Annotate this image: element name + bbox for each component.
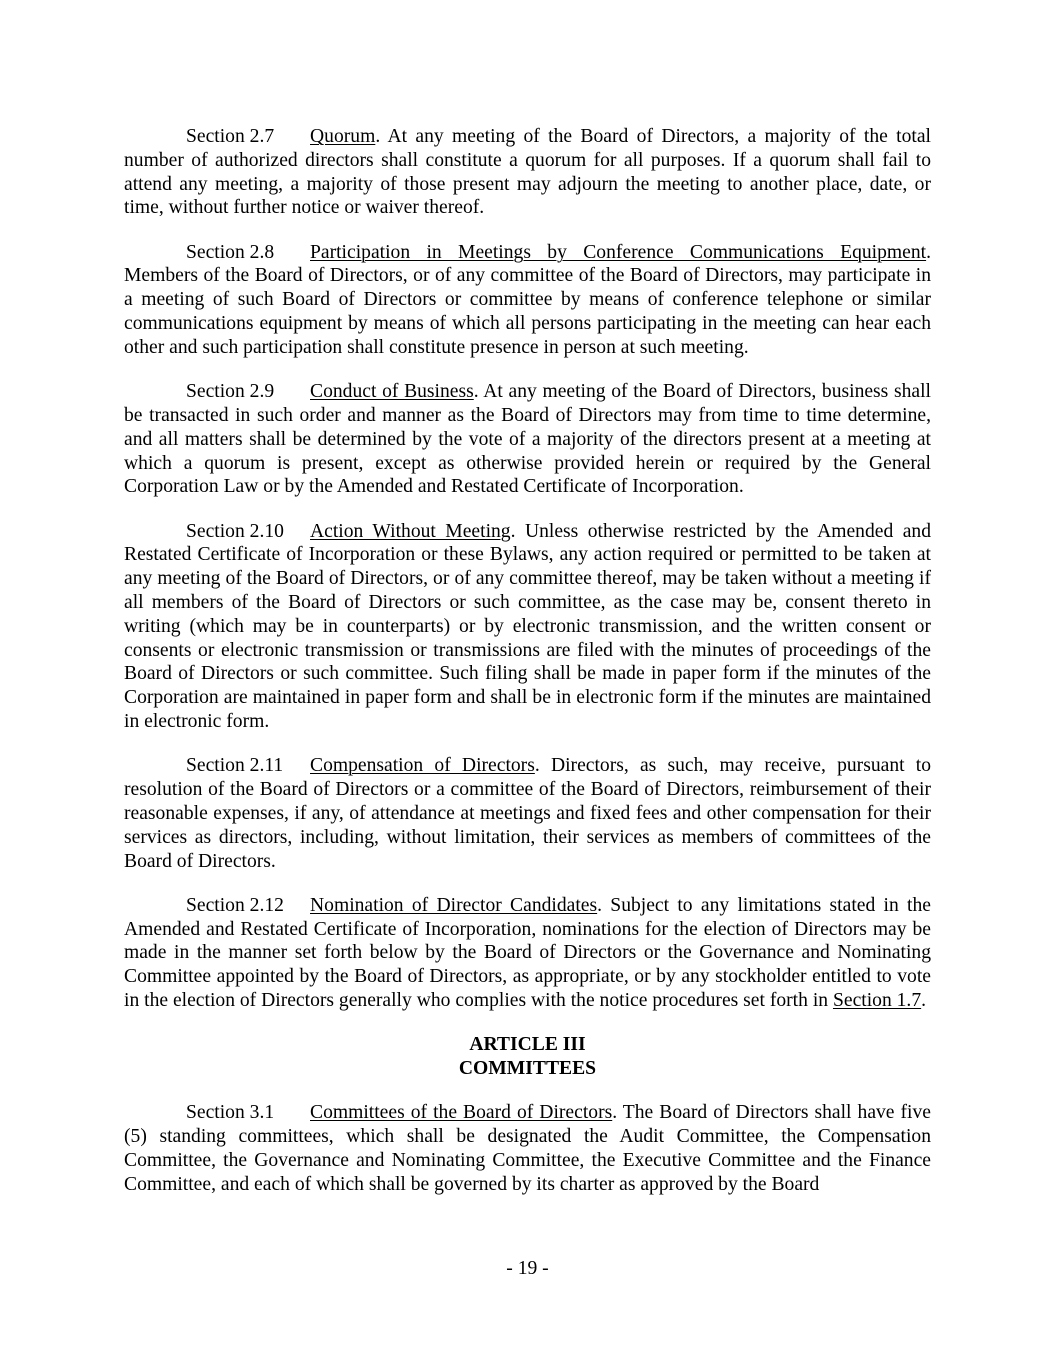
section-title: Quorum (310, 126, 376, 147)
section-number: Section 2.7 (186, 126, 275, 147)
section-body-end: . (921, 990, 927, 1011)
section-body: . Directors, as such, may receive, pursuant to resolution of the Board of Directors or a committee of the Board of Directors, reimbursement of their reasonable expenses, if any, of attendance at meetings and fixed fees and other compensation for their services as directors, including, without limitation, their services as members of committees of the Board of Directors. (124, 755, 931, 872)
section-body: . At any meeting of the Board of Directors, business shall be transacted in such order and manner as the Board of Directors may from time to time determine, and all matters shall be determined by the vote of a majority of the directors present at a meeting at which a quorum is present, except as otherwise provided herein or required by the General Corporation Law or by the Amended and Restated Certificate of Incorporation. (124, 381, 931, 498)
section-2-7 (124, 125, 931, 220)
section-body: . Subject to any limitations stated in the Amended and Restated Certificate of Incorporation, nominations for the election of Directors may be made in the manner set forth below by the Board of Directors or the Governance and Nominating Committee appointed by the Board of Directors, as appropriate, or by any stockholder entitled to vote in the election of Directors generally who complies with the notice procedures set forth in (124, 894, 931, 1011)
section-title: Action Without Meeting (310, 520, 511, 542)
section-body: . Members of the Board of Directors, or of any committee of the Board of Directors, may participate in a meeting of such Board of Directors or committee by means of conference telephone or similar communications equipment by means of which all persons participating in the meeting can hear each other and such participation shall constitute presence in person at such meeting. (124, 241, 931, 358)
section-2-10 (124, 520, 931, 734)
section-title: Nomination of Director Candidates (310, 894, 598, 916)
article-number: ARTICLE III (469, 1034, 586, 1056)
document-page (124, 125, 931, 1217)
page-number: - 19 - (506, 1258, 549, 1279)
section-number: Section 2.11 (186, 755, 284, 777)
section-number: Section 2.8 (186, 241, 275, 263)
section-number: Section 2.12 (186, 894, 284, 916)
section-2-11 (124, 754, 931, 873)
section-body: . Unless otherwise restricted by the Amended and Restated Certificate of Incorporation or these Bylaws, any action required or permitted to be taken at any meeting of the Board of Directors, or of any committee thereof, may be taken without a meeting if all members of the Board of Directors or such committee, as the case may be, consent thereto in writing (which may be in counterparts) or by electronic transmission, and the written consent or consents or electronic transmission or transmissions are filed with the minutes of proceedings of the Board of Directors or such committee. Such filing shall be made in paper form if the minutes of the Corporation are maintained in paper form and shall be in electronic form if the minutes are maintained in electronic form. (124, 520, 931, 733)
section-2-12 (124, 894, 931, 1013)
section-title: Conduct of Business (310, 381, 474, 403)
section-reference-link: Section 1.7 (832, 990, 922, 1011)
section-title: Participation in Meetings by Conference Communications Equipment (310, 241, 927, 263)
section-2-8 (124, 241, 931, 360)
section-number: Section 2.9 (186, 381, 275, 403)
section-title: Committees of the Board of Directors (310, 1102, 613, 1124)
section-2-9 (124, 380, 931, 499)
article-title: COMMITTEES (458, 1058, 597, 1080)
section-title: Compensation of Directors (310, 755, 535, 777)
section-3-1 (124, 1101, 931, 1196)
section-number: Section 2.10 (186, 520, 284, 542)
article-heading (124, 1033, 931, 1081)
section-body: . At any meeting of the Board of Directors, a majority of the total number of authorized directors shall constitute a quorum for all purposes. If a quorum shall fail to attend any meeting, a majority of those present may adjourn the meeting to another place, date, or time, without further notice or waiver thereof. (124, 126, 931, 219)
section-body: . The Board of Directors shall have five (5) standing committees, which shall be designated the Audit Committee, the Compensation Committee, the Governance and Nominating Committee, the Executive Committee and the Finance Committee, and each of which shall be governed by its charter as approved by the Board (124, 1102, 931, 1195)
section-number: Section 3.1 (186, 1102, 275, 1124)
